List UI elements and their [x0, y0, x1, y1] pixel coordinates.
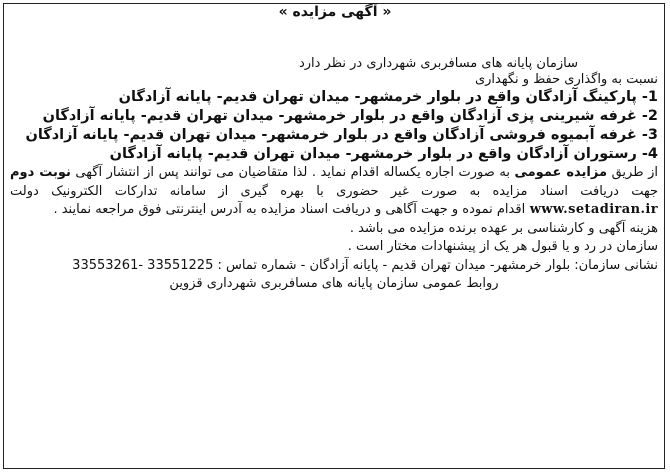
intro-line-2: نسبت به واگذاری حفظ و نگهداری	[474, 72, 658, 87]
notice-title: « آگهی مزایده »	[278, 4, 392, 20]
intro-line-1: سازمان پایانه های مسافربری شهرداری در نظر دارد	[298, 56, 578, 71]
auction-item-1: 1- پارکینگ آزادگان واقع در بلوار خرمشهر- میدان تهران قدیم- پایانه آزادگان	[118, 89, 658, 105]
website-link[interactable]: www.setadiran.ir	[529, 202, 658, 217]
auction-item-3: 3- غرفه آبمیوه فروشی آزادگان واقع در بلوار خرمشهر- میدان تهران قدیم- پایانه آزادگان	[25, 127, 658, 143]
instructions-paragraph	[10, 164, 658, 220]
instructions-text-b: به صورت اجاره یکساله اقدام نماید . لذا متقاضیان می توانند پس از انتشار آگهی	[70, 165, 515, 180]
auction-item-4: 4- رستوران آزادگان واقع در بلوار خرمشهر- میدان تهران قدیم- پایانه آزادگان	[109, 146, 658, 162]
auction-item-2: 2- غرفه شیرینی پزی آزادگان واقع در بلوار خرمشهر- میدان تهران قدیم- پایانه آزادگان	[42, 108, 658, 124]
instructions-text-a: از طریق	[607, 165, 658, 180]
notice-body	[10, 22, 658, 294]
instructions-text-d: اقدام نموده و جهت آگاهی و دریافت اسناد مزایده به آدرس اینترنتی فوق مراجعه نمایند .	[53, 202, 530, 217]
second-round-label: نوبت دوم	[10, 165, 71, 180]
fees-note: هزینه آگهی و کارشناسی بر عهده برنده مزایده می باشد .	[349, 220, 658, 236]
footer-signature: روابط عمومی سازمان پایانه های مسافربری شهرداری قزوین	[169, 276, 499, 291]
rights-note: سازمان در رد و یا قبول هر یک از پیشنهادات مختار است .	[347, 239, 658, 254]
instructions-text-c: جهت دریافت اسناد مزایده به صورت غیر حضوری با بهره گیری از سامانه تدارکات الکترونیک دولت	[10, 183, 658, 199]
contact-address: نشانی سازمان: بلوار خرمشهر- میدان تهران قدیم - پایانه آزادگان - شماره تماس : 33551225 -33553261	[72, 257, 658, 273]
public-auction-label: مزایده عمومی	[514, 165, 608, 180]
